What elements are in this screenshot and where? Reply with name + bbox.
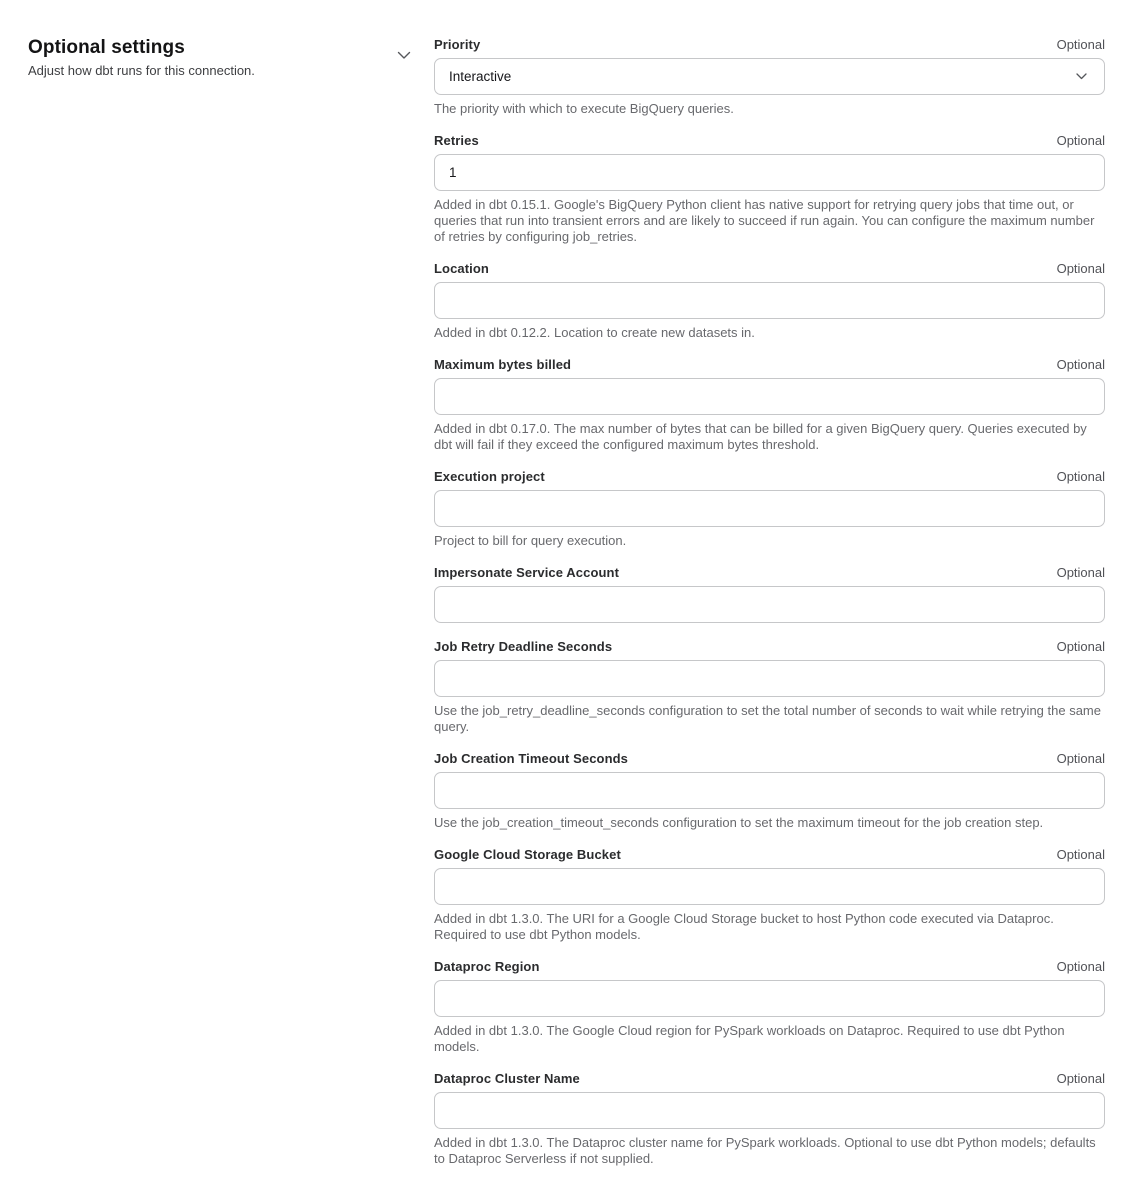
- form-field-location: [434, 261, 1105, 341]
- optional-badge: Optional: [1056, 847, 1105, 862]
- field-label: Dataproc Cluster Name: [434, 1071, 580, 1086]
- field-label-row: [434, 357, 1105, 372]
- optional-badge: Optional: [1056, 1071, 1105, 1086]
- optional-badge: Optional: [1056, 959, 1105, 974]
- field-label: Dataproc Region: [434, 959, 540, 974]
- execution-project-input[interactable]: [434, 490, 1105, 527]
- field-label-row: [434, 565, 1105, 580]
- field-label-row: [434, 959, 1105, 974]
- form-field-job-creation-timeout-seconds: [434, 751, 1105, 831]
- field-label: Priority: [434, 37, 481, 52]
- optional-badge: Optional: [1056, 37, 1105, 52]
- field-label-row: [434, 639, 1105, 654]
- field-help-text: Use the job_retry_deadline_seconds configuration to set the total number of seconds to wait while retrying the same query.: [434, 703, 1101, 734]
- field-label: Location: [434, 261, 489, 276]
- chevron-down-icon: [1076, 73, 1087, 80]
- maximum-bytes-billed-input[interactable]: [434, 378, 1105, 415]
- section-title: Optional settings: [28, 37, 185, 58]
- form-field-job-retry-deadline-seconds: [434, 639, 1105, 735]
- field-help-text: Added in dbt 0.12.2. Location to create new datasets in.: [434, 325, 755, 340]
- priority-select[interactable]: [434, 58, 1105, 95]
- optional-badge: Optional: [1056, 357, 1105, 372]
- field-help-text: Added in dbt 0.15.1. Google's BigQuery Python client has native support for retrying query jobs that time out, or queries that run into transient errors and are likely to succeed if run again. You can configure the maximum number of retries by configuring job_retries.: [434, 197, 1095, 244]
- optional-badge: Optional: [1056, 751, 1105, 766]
- location-input[interactable]: [434, 282, 1105, 319]
- field-label: Retries: [434, 133, 479, 148]
- optional-badge: Optional: [1056, 133, 1105, 148]
- field-label-row: [434, 261, 1105, 276]
- field-control: [434, 490, 1105, 527]
- field-label-row: [434, 751, 1105, 766]
- form-field-execution-project: [434, 469, 1105, 549]
- field-control: [434, 660, 1105, 697]
- field-control: [434, 378, 1105, 415]
- form-field-priority: [434, 37, 1105, 117]
- job-creation-timeout-seconds-input[interactable]: [434, 772, 1105, 809]
- form-field-impersonate-service-account: [434, 565, 1105, 623]
- section-header: [28, 36, 434, 79]
- field-label: Job Retry Deadline Seconds: [434, 639, 613, 654]
- form-field-google-cloud-storage-bucket: [434, 847, 1105, 943]
- optional-settings-form: [434, 36, 1105, 1183]
- section-subtitle: Adjust how dbt runs for this connection.: [28, 63, 255, 78]
- field-label: Impersonate Service Account: [434, 565, 620, 580]
- field-help-text: Added in dbt 1.3.0. The URI for a Google Cloud Storage bucket to host Python code executed via Dataproc. Required to use dbt Python models.: [434, 911, 1054, 942]
- field-label-row: [434, 847, 1105, 862]
- field-label: Job Creation Timeout Seconds: [434, 751, 628, 766]
- field-label: Execution project: [434, 469, 545, 484]
- field-help-text: Added in dbt 1.3.0. The Dataproc cluster name for PySpark workloads. Optional to use dbt Python models; defaults to Dataproc Serverless if not supplied.: [434, 1135, 1096, 1166]
- google-cloud-storage-bucket-input[interactable]: [434, 868, 1105, 905]
- field-help-text: Added in dbt 0.17.0. The max number of bytes that can be billed for a given BigQuery query. Queries executed by dbt will fail if they exceed the configured maximum bytes threshold.: [434, 421, 1087, 452]
- optional-badge: Optional: [1056, 639, 1105, 654]
- field-label-row: [434, 1071, 1105, 1086]
- field-help-text: Added in dbt 1.3.0. The Google Cloud region for PySpark workloads on Dataproc. Required to use dbt Python models.: [434, 1023, 1065, 1054]
- field-control: [434, 868, 1105, 905]
- select-value: Interactive: [449, 69, 512, 84]
- field-help-text: Project to bill for query execution.: [434, 533, 627, 548]
- optional-badge: Optional: [1056, 565, 1105, 580]
- form-field-retries: [434, 133, 1105, 245]
- dataproc-cluster-name-input[interactable]: [434, 1092, 1105, 1129]
- field-control: [434, 58, 1105, 95]
- dataproc-region-input[interactable]: [434, 980, 1105, 1017]
- field-label: Maximum bytes billed: [434, 357, 572, 372]
- field-label-row: [434, 133, 1105, 148]
- field-control: [434, 980, 1105, 1017]
- impersonate-service-account-input[interactable]: [434, 586, 1105, 623]
- section-header-text: [28, 36, 396, 79]
- retries-input[interactable]: [434, 154, 1105, 191]
- field-control: [434, 282, 1105, 319]
- field-help-text: The priority with which to execute BigQuery queries.: [434, 101, 734, 116]
- field-control: [434, 154, 1105, 191]
- section-collapse-button[interactable]: [396, 47, 412, 63]
- field-help-text: Use the job_creation_timeout_seconds configuration to set the maximum timeout for the job creation step.: [434, 815, 1044, 830]
- field-label: Google Cloud Storage Bucket: [434, 847, 621, 862]
- optional-badge: Optional: [1056, 261, 1105, 276]
- field-label-row: [434, 469, 1105, 484]
- field-control: [434, 586, 1105, 623]
- form-field-maximum-bytes-billed: [434, 357, 1105, 453]
- field-label-row: [434, 37, 1105, 52]
- field-control: [434, 772, 1105, 809]
- chevron-down-icon: [397, 51, 411, 60]
- job-retry-deadline-seconds-input[interactable]: [434, 660, 1105, 697]
- field-control: [434, 1092, 1105, 1129]
- form-field-dataproc-cluster-name: [434, 1071, 1105, 1167]
- optional-badge: Optional: [1056, 469, 1105, 484]
- form-field-dataproc-region: [434, 959, 1105, 1055]
